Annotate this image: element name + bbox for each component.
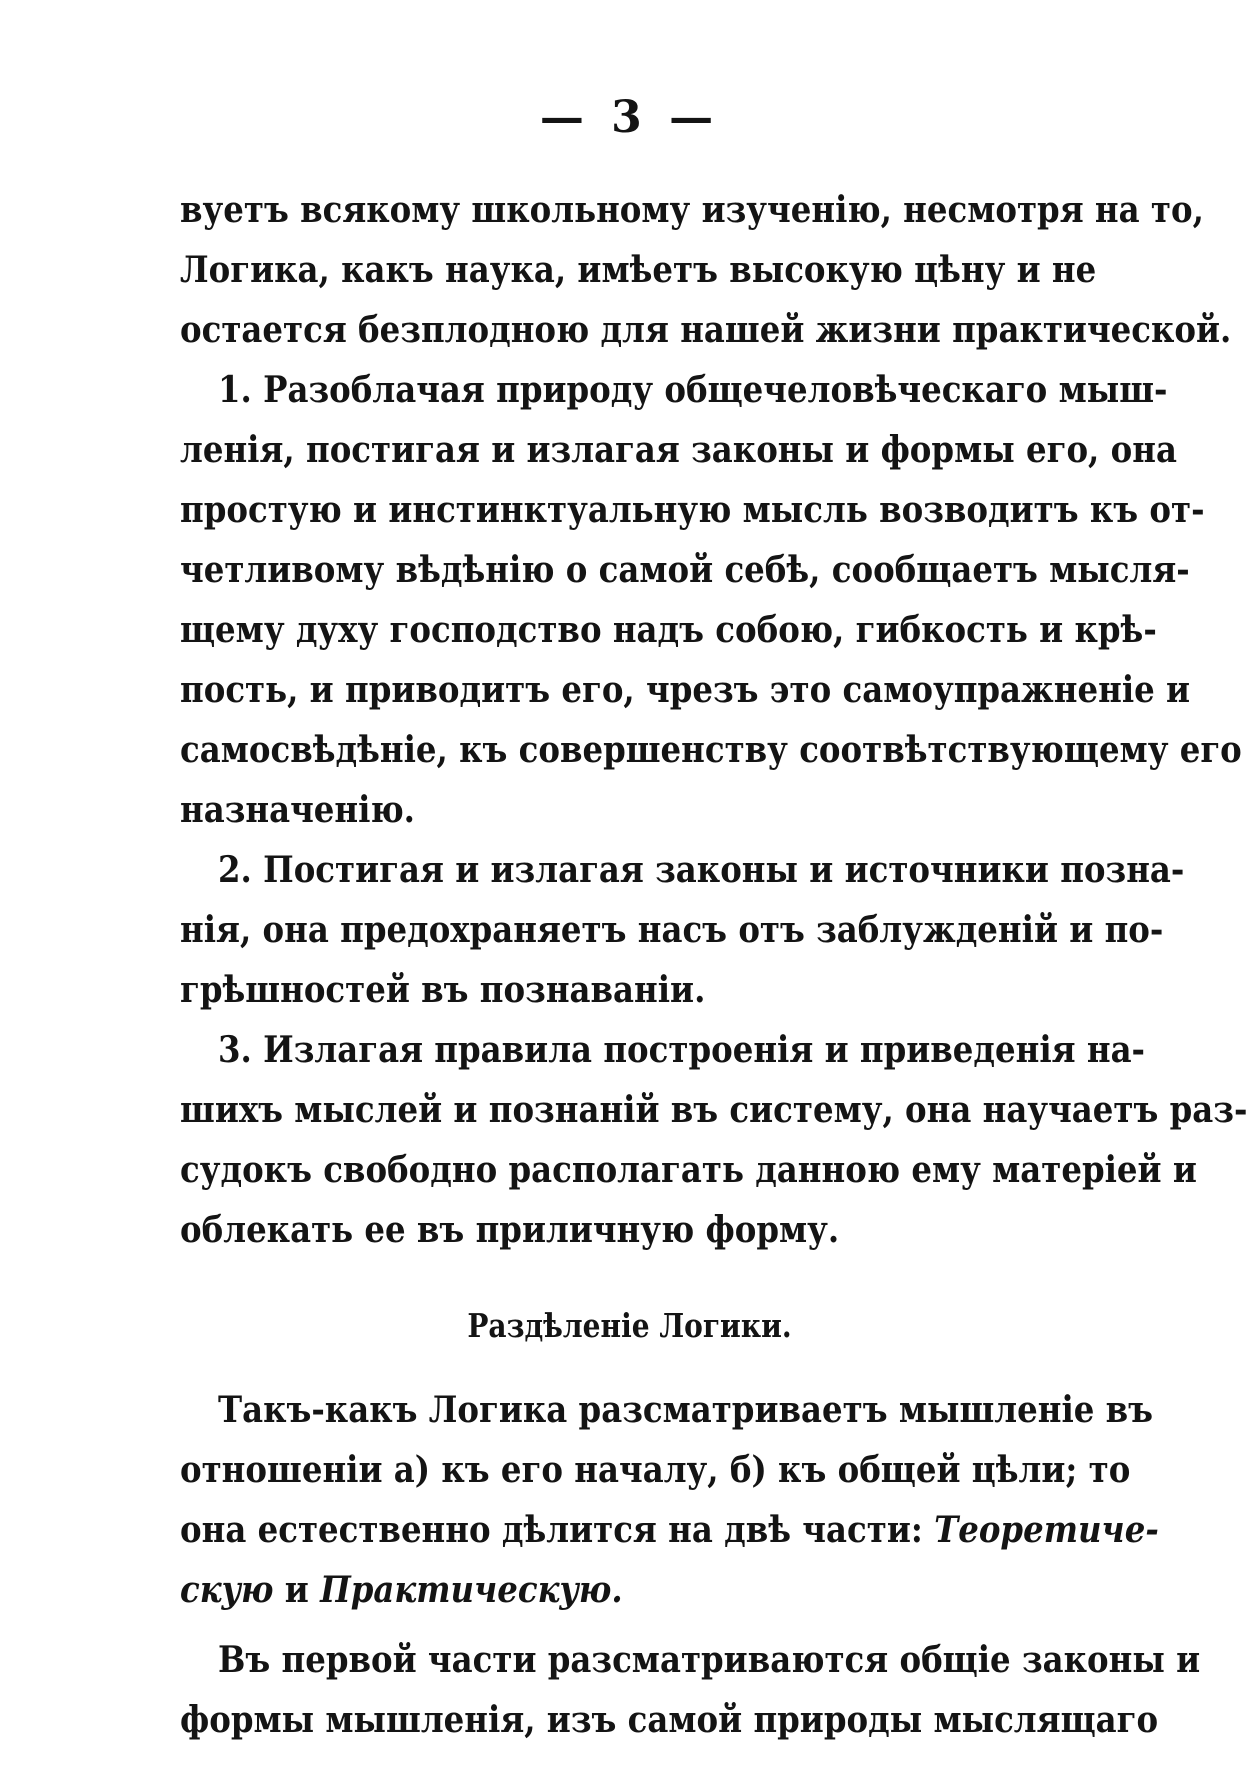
text-span: она естественно дѣлится на двѣ части:	[180, 1509, 935, 1551]
text-line: назначенію.	[180, 789, 415, 831]
text-line: щему духу господство надъ собою, гибкость и крѣ-	[180, 609, 1157, 651]
italic-term: Практическую.	[320, 1569, 623, 1611]
text-line: формы мышленія, изъ самой природы мыслящаго	[180, 1699, 1159, 1741]
text-line: вуетъ всякому школьному изученію, несмотря на то,	[180, 189, 1204, 231]
text-line: облекать ее въ приличную форму.	[180, 1209, 840, 1251]
text-line: Логика, какъ наука, имѣетъ высокую цѣну и не	[180, 249, 1097, 291]
text-line: Такъ-какъ Логика разсматриваетъ мышленіе въ	[218, 1389, 1154, 1431]
text-line	[180, 1566, 623, 1614]
text-line: простую и инстинктуальную мысль возводитъ къ от-	[180, 489, 1205, 531]
italic-term: скую	[180, 1569, 274, 1611]
text-line: грѣшностей въ познаваніи.	[180, 969, 706, 1011]
text-line: ленія, постигая и излагая законы и формы его, она	[180, 429, 1177, 471]
text-line: нія, она предохраняетъ насъ отъ заблужденій и по-	[180, 909, 1164, 951]
italic-term: Теоретиче-	[934, 1509, 1159, 1551]
text-line: самосвѣдѣніе, къ совершенству соотвѣтствующему его	[180, 729, 1242, 771]
text-line: 1. Разоблачая природу общечеловѣческаго мыш-	[218, 369, 1168, 411]
section-heading: Раздѣленіе Логики.	[467, 1306, 792, 1345]
text-line: остается безплодною для нашей жизни практической.	[180, 309, 1232, 351]
text-line: шихъ мыслей и познаній въ систему, она научаетъ раз-	[180, 1089, 1248, 1131]
text-line: пость, и приводитъ его, чрезъ это самоупражненіе и	[180, 669, 1191, 711]
text-line	[180, 1506, 1159, 1554]
text-line: Въ первой части разсматриваются общіе законы и	[218, 1639, 1201, 1681]
text-line: отношеніи а) къ его началу, б) къ общей цѣли; то	[180, 1449, 1131, 1491]
page-number: — 3 —	[539, 92, 720, 143]
text-line: 2. Постигая и излагая законы и источники позна-	[218, 849, 1185, 891]
text-line: четливому вѣдѣнію о самой себѣ, сообщаетъ мысля-	[180, 549, 1190, 591]
text-line: судокъ свободно располагать данною ему матеріей и	[180, 1149, 1197, 1191]
text-span: и	[273, 1569, 321, 1611]
text-line: 3. Излагая правила построенія и приведенія на-	[218, 1029, 1146, 1071]
